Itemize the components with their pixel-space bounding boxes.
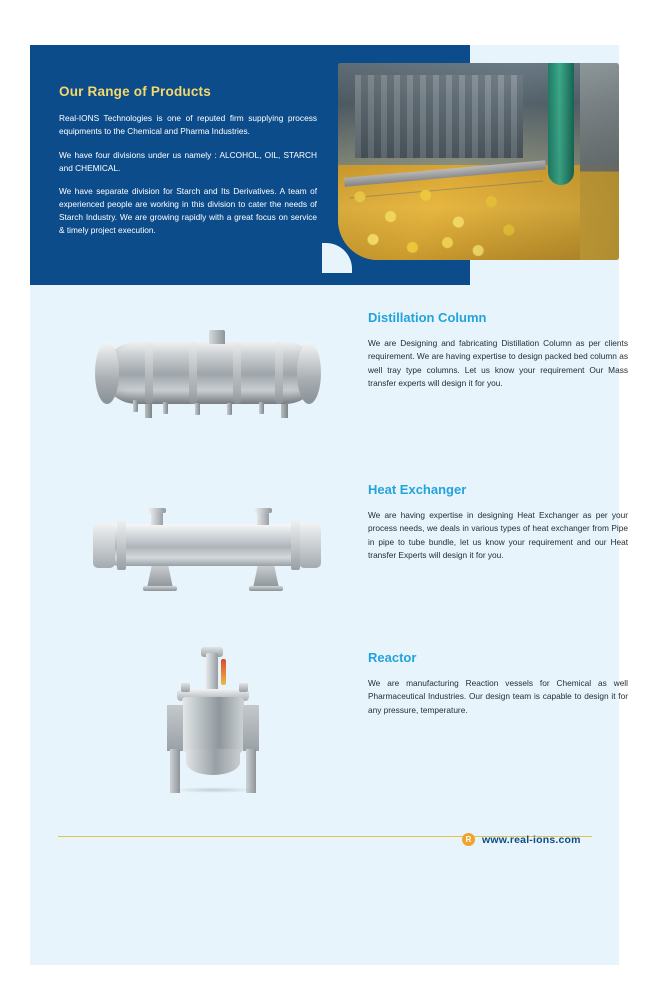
dist-seam-4: [275, 342, 283, 404]
dist-seam-1: [145, 342, 153, 404]
reactor-image: [85, 645, 345, 795]
rx-nozzle-left: [181, 683, 190, 692]
distillation-column-text: [368, 310, 628, 391]
photo-shading-overlay: [338, 63, 619, 260]
hero-photo: [338, 63, 619, 260]
section-heat-exchanger: [30, 472, 628, 622]
hx-outlet-nozzle: [257, 512, 269, 525]
website-url[interactable]: www.real-ions.com: [482, 833, 581, 846]
dist-nozzle-4: [227, 403, 232, 415]
dist-seam-3: [233, 342, 241, 404]
rx-dished-bottom: [186, 749, 240, 775]
heat-exchanger-title: Heat Exchanger: [368, 482, 467, 497]
rx-ground-shadow: [173, 787, 255, 793]
hx-outlet-flange: [254, 508, 272, 513]
reactor-body: We are manufacturing Reaction vessels for Chemical as well Pharmaceutical Industries. Our design team is capable to design it for any pressure, temperature.: [368, 678, 628, 715]
hero-text-group: [59, 84, 317, 248]
hero-paragraph-3: We have separate division for Starch and Its Derivatives. A team of experienced people are working in this division to cater the needs of Starch Industry. We are growing rapidly with a great focus on service & timely project execution.: [59, 186, 317, 236]
dist-nozzle-5: [259, 402, 264, 414]
hero-paragraph-1: Real-IONS Technologies is one of reputed firm supplying process equipments to the Chemical and Pharma Industries.: [59, 113, 317, 136]
company-logo-icon: R: [462, 833, 475, 846]
dist-seam-2: [189, 342, 197, 404]
hx-inlet-nozzle: [151, 512, 163, 525]
heat-exchanger-image: [85, 494, 345, 604]
hx-saddle-2: [253, 566, 279, 588]
hx-right-head: [299, 522, 321, 568]
heat-exchanger-body: We are having expertise in designing Heat Exchanger as per your process needs, we deals in various types of heat exchanger from Pipe in pipe to tube bundle, let us know your requirement and our Heat transfer Experts will design it for you.: [368, 510, 628, 561]
dist-support-2: [281, 404, 288, 418]
hero-paragraph-2: We have four divisions under us namely : ALCOHOL, OIL, STARCH and CHEMICAL.: [59, 149, 317, 173]
rx-vessel-shell: [182, 697, 244, 755]
hx-flange-ring-1: [117, 520, 126, 570]
dist-support-1: [145, 404, 152, 418]
hx-foot-2: [249, 586, 283, 591]
dist-shell: [103, 342, 319, 404]
reactor-title: Reactor: [368, 650, 417, 665]
dist-top-nozzle: [209, 330, 225, 344]
rx-agitator-column: [206, 653, 218, 691]
hx-shell: [107, 524, 303, 566]
distillation-column-image: [85, 320, 345, 430]
hx-left-head: [93, 522, 115, 568]
hx-saddle-1: [147, 566, 173, 588]
distillation-column-title: Distillation Column: [368, 310, 487, 325]
heat-exchanger-text: [368, 482, 628, 563]
rx-nozzle-right: [239, 683, 248, 692]
dist-nozzle-1: [133, 400, 138, 412]
rx-indicator-strip: [221, 659, 226, 685]
dist-nozzle-3: [195, 403, 200, 415]
rx-bracket-right: [243, 705, 259, 751]
hx-flange-ring-2: [291, 520, 300, 570]
dist-left-cap: [95, 342, 119, 404]
reactor-text: [368, 650, 628, 717]
dist-nozzle-2: [163, 402, 168, 414]
section-reactor: [30, 645, 628, 815]
hx-foot-1: [143, 586, 177, 591]
section-distillation-column: [30, 300, 628, 460]
rx-bracket-left: [167, 705, 183, 751]
hx-inlet-flange: [148, 508, 166, 513]
hero-title: Our Range of Products: [59, 84, 211, 99]
dist-right-cap: [297, 342, 321, 404]
distillation-column-body: We are Designing and fabricating Distillation Column as per clients requirement. We are having expertise to design packed bed column as well tray type columns. Let us know your requirement Our Mass transfer experts will design it for you.: [368, 338, 628, 389]
footer-website[interactable]: [462, 833, 581, 846]
